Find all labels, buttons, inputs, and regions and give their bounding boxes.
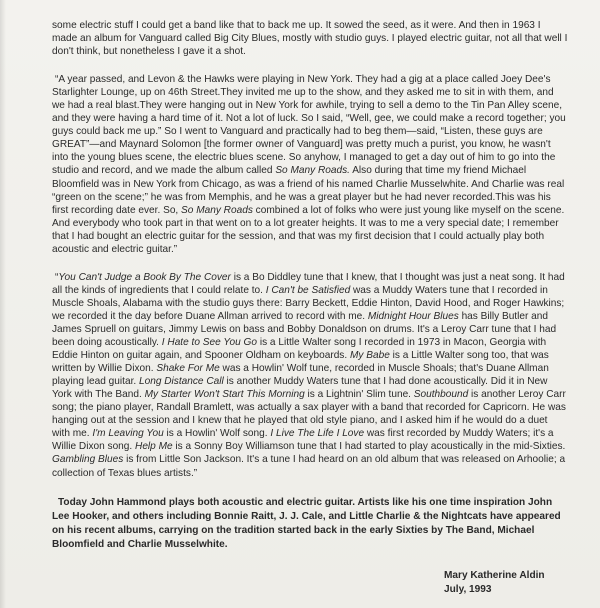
song-note: was first recorded by Muddy Waters; it's a Willie Dixon song. (52, 428, 554, 453)
intro-paragraph: some electric stuff I could get a band like that to back me up. It sowed the seed, as it were. And then in 1963 I made an album for Vanguard called Big City Blues, mostly with studio guys. I played electric guitar, not all that well I don't think, but nonetheless I gave it a shot. (52, 20, 568, 58)
song-title: Help Me (135, 441, 173, 453)
open-quote: “ (55, 271, 59, 283)
song-title: I Can't be Satisfied (265, 284, 351, 296)
song-title: I Live The Life I Love (270, 428, 365, 440)
closing-paragraph: Today John Hammond plays both acoustic and electric guitar. Artists like his one time inspiration John Lee Hooker, and others including Bonnie Raitt, J. J. Cale, and Little Charlie & the Nightcats have appeared on his recent albums, carrying on the tradition started back in the early Sixties by The Band, Michael Bloomfield and Charlie Musselwhite. (52, 496, 561, 551)
signature-block (444, 569, 568, 598)
quote-paragraph-2 (52, 271, 568, 480)
album-title-so-many-roads: So Many Roads. (275, 165, 350, 177)
song-note: is a Lightnin' Slim tune. (304, 389, 414, 401)
song-note: is from Little Son Jackson. It's a tune I had heard on an old album that was released on Arhoolie; a collection of Texas blues artists.” (52, 454, 566, 479)
page-edge-shadow (0, 0, 6, 608)
author-date: July, 1993 (444, 584, 492, 596)
song-title: You Can't Judge a Book By The Cover (58, 271, 231, 283)
quote1-text-a: “A year passed, and Levon & the Hawks were playing in New York. They had a gig at a place called Joey Dee's Starlighter Lounge, up on 46th Street.They invited me up to the show, and they asked me to sit in with them, and we had a real blast.They were hanging out in New York for awhile, trying to sell a demo to the Tin Pan Alley scene, and they were having a hard time of it. Not a lot of luck. So I said, “Well, gee, we could make a record together; you guys could back me up.” So I went to Vanguard and practically had to beg them—said, “Listen, these guys are GREAT”—and Maynard Solomon [the former owner of Vanguard] was pretty much a purist, you know, he wasn't into the young blues scene, the electric blues scene. So anyhow, I managed to get a day out of him to go into the studio and record, and we made the album called (52, 74, 566, 177)
song-note: is a Sonny Boy Williamson tune that I had started to play acoustically in the mid-Sixties. (172, 441, 566, 453)
song-note: has Billy Butler and James Spruell on guitars, Jimmy Lewis on bass and Bobby Donaldson on drums. It's a Leroy Carr tune that I had been doing acoustically. (52, 310, 557, 349)
song-note: is a Little Walter song too, that was written by Willie Dixon. (52, 350, 549, 375)
song-title: Midnight Hour Blues (367, 310, 459, 322)
song-title: My Starter Won't Start This Morning (144, 389, 305, 401)
song-title: Southbound (413, 389, 469, 401)
song-note: is a Bo Diddley tune that I knew, that I thought was just a neat song. It had all the kinds of ingredients that I could relate to. (52, 271, 565, 296)
song-note: was a Muddy Waters tune that I recorded in Muscle Shoals, Alabama with the studio guys there: Barry Beckett, Eddie Hinton, David Hood, and Roger Hawkins; we recorded it the day before Duane Allman arrived to record with me. (52, 284, 565, 322)
quote1-text-b: Also during that time my friend Michael Bloomfield was in New York from Chicago, as was a friend of his named Charlie Musselwhite. And Charlie was real “green on the scene;” he was from Memphis, and he was a great player but he had never recorded.This was his first recording date ever. So, (52, 165, 565, 216)
song-title: I Hate to See You Go (161, 337, 258, 349)
song-title: Shake For Me (156, 363, 220, 375)
song-note: is another Leroy Carr song; the piano player, Randall Bramlett, was actually a sax player with a band that recorded for Capricorn. He was hanging out at the session and I knew that he played that old style piano, and I asked him if he would do a duet with me. (52, 389, 566, 440)
song-title: Long Distance Call (138, 376, 224, 388)
quote1-text-c: combined a lot of folks who were just young like myself on the scene. And everybody who took part in that went on to a lot greater heights. It was to me a very special date; I remember that I had bought an electric guitar for the session, and that was my first decision that I could actually play both acoustic and electric guitar.” (52, 204, 565, 255)
song-title: My Babe (349, 350, 390, 362)
quote-paragraph-1 (52, 73, 568, 256)
album-title-so-many-roads-2: So Many Roads (181, 204, 253, 216)
song-note: was a Howlin' Wolf tune, recorded in Muscle Shoals; that's Duane Allman playing lead guitar. (52, 363, 549, 388)
song-note: is a Howlin' Wolf song. (163, 428, 271, 440)
song-note: is a Little Walter song I recorded in 1973 in Macon, Georgia with Eddie Hinton on guitar again, and Spooner Oldham on keyboards. (52, 337, 547, 362)
song-title: Gambling Blues (52, 454, 124, 466)
song-title: I'm Leaving You (92, 428, 164, 440)
song-note: is another Muddy Waters tune that I had done acoustically. Did it in New York with The Band. (52, 376, 548, 401)
author-name: Mary Katherine Aldin (444, 569, 545, 581)
